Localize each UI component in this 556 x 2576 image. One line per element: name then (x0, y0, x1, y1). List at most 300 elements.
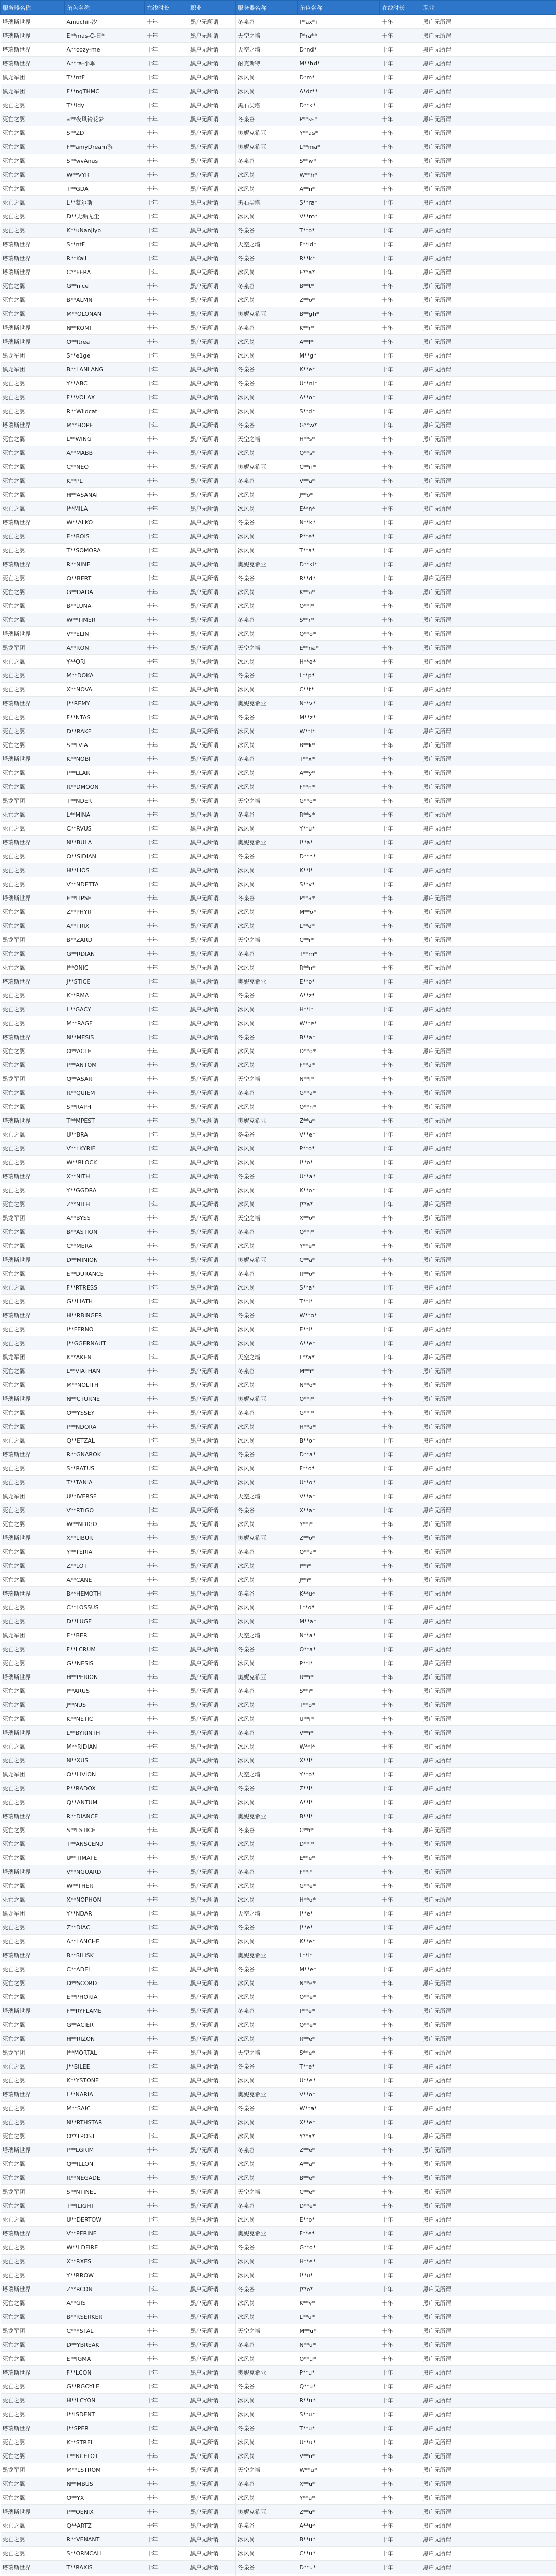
cell-class: 黑户无所谓 (421, 140, 556, 154)
cell-class: 黑户无所谓 (188, 1740, 236, 1754)
cell-online-time: 十年 (145, 822, 188, 836)
cell-server: 冰风岗 (236, 2533, 298, 2547)
cell-online-time: 十年 (145, 2185, 188, 2199)
cell-character: C**FERA (65, 265, 145, 279)
cell-server: 冰风岗 (236, 391, 298, 404)
cell-class: 黑户无所谓 (421, 1837, 556, 1851)
cell-online-time: 十年 (380, 975, 421, 989)
cell-character: G**a* (298, 1086, 380, 1100)
cell-class: 黑户无所谓 (421, 571, 556, 585)
cell-character: H**e* (298, 2255, 380, 2268)
cell-server: 天空之墙 (236, 1489, 298, 1503)
cell-character: B**ALMN (65, 293, 145, 307)
cell-online-time: 十年 (145, 502, 188, 516)
cell-server: 冰风岗 (236, 1044, 298, 1058)
cell-class: 黑户无所谓 (188, 822, 236, 836)
cell-online-time: 十年 (380, 2561, 421, 2574)
cell-online-time: 十年 (145, 738, 188, 752)
table-row (1, 1197, 556, 1211)
cell-server: 死亡之翼 (1, 2449, 65, 2463)
table-row (1, 98, 556, 112)
table-row (1, 502, 556, 516)
cell-character: F**n* (298, 780, 380, 794)
table-row (1, 1044, 556, 1058)
cell-character: J**o* (298, 2282, 380, 2296)
table-row (1, 1865, 556, 1879)
cell-character: C**LOSSUS (65, 1601, 145, 1615)
cell-character: E**BER (65, 1629, 145, 1642)
cell-server: 冬泉谷 (236, 1170, 298, 1183)
cell-server: 死亡之翼 (1, 210, 65, 224)
cell-server: 冰风岗 (236, 1712, 298, 1726)
cell-online-time: 十年 (145, 975, 188, 989)
cell-class: 黑户无所谓 (421, 1531, 556, 1545)
cell-class: 黑户无所谓 (421, 1726, 556, 1740)
table-row (1, 1795, 556, 1809)
cell-online-time: 十年 (145, 84, 188, 98)
cell-online-time: 十年 (380, 2324, 421, 2338)
cell-class: 黑户无所谓 (421, 2547, 556, 2561)
cell-character: F**o* (298, 1462, 380, 1476)
cell-character: S**r* (298, 613, 380, 627)
cell-server: 冰风岗 (236, 2352, 298, 2366)
cell-server: 黑龙军团 (1, 84, 65, 98)
cell-online-time: 十年 (380, 794, 421, 808)
cell-character: Z**i* (298, 1782, 380, 1795)
cell-class: 黑户无所谓 (421, 516, 556, 530)
cell-character: X**e* (298, 2115, 380, 2129)
cell-server: 冰风岗 (236, 1239, 298, 1253)
cell-character: N**a* (298, 1629, 380, 1642)
cell-character: S**RAPH (65, 1100, 145, 1114)
cell-server: 死亡之翼 (1, 488, 65, 502)
cell-character: K**NOBI (65, 752, 145, 766)
cell-online-time: 十年 (380, 251, 421, 265)
cell-class: 黑户无所谓 (421, 112, 556, 126)
cell-server: 死亡之翼 (1, 1295, 65, 1309)
cell-online-time: 十年 (145, 1003, 188, 1016)
table-row (1, 488, 556, 502)
cell-server: 冬泉谷 (236, 1448, 298, 1462)
table-row (1, 2561, 556, 2574)
cell-class: 黑户无所谓 (188, 1754, 236, 1768)
cell-class: 黑户无所谓 (188, 1239, 236, 1253)
cell-character: S**w* (298, 154, 380, 168)
cell-class: 黑户无所谓 (421, 710, 556, 724)
cell-online-time: 十年 (380, 1309, 421, 1323)
cell-class: 黑户无所谓 (188, 516, 236, 530)
cell-online-time: 十年 (145, 683, 188, 697)
cell-character: X**RXES (65, 2255, 145, 2268)
cell-character: A**MABB (65, 446, 145, 460)
cell-character: C**r* (298, 933, 380, 947)
cell-class: 黑户无所谓 (188, 140, 236, 154)
cell-online-time: 十年 (380, 2157, 421, 2171)
cell-class: 黑户无所谓 (188, 2366, 236, 2380)
cell-class: 黑户无所谓 (188, 1503, 236, 1517)
cell-online-time: 十年 (380, 1517, 421, 1531)
cell-online-time: 十年 (380, 836, 421, 850)
cell-server: 冬泉谷 (236, 474, 298, 488)
table-row (1, 2505, 556, 2519)
cell-character: I**ISDENT (65, 2408, 145, 2421)
table-row (1, 1448, 556, 1462)
cell-class: 黑户无所谓 (421, 2296, 556, 2310)
cell-character: H**ASANAI (65, 488, 145, 502)
cell-character: Z**u* (298, 2505, 380, 2519)
cell-class: 黑户无所谓 (421, 1893, 556, 1907)
cell-class: 黑户无所谓 (421, 2408, 556, 2421)
cell-online-time: 十年 (380, 1044, 421, 1058)
cell-online-time: 十年 (145, 2324, 188, 2338)
cell-character: N**o* (298, 1378, 380, 1392)
cell-server: 奥妮克希亚 (236, 460, 298, 474)
cell-online-time: 十年 (145, 1754, 188, 1768)
table-row (1, 321, 556, 335)
cell-class: 黑户无所谓 (421, 975, 556, 989)
cell-class: 黑户无所谓 (421, 1253, 556, 1267)
cell-class: 黑户无所谓 (188, 1489, 236, 1503)
cell-class (188, 2574, 236, 2576)
table-row (1, 2352, 556, 2366)
cell-class: 黑户无所谓 (421, 1044, 556, 1058)
cell-server: 冰风岗 (236, 2074, 298, 2088)
cell-class: 黑户无所谓 (188, 975, 236, 989)
cell-character: K**STREL (65, 2435, 145, 2449)
cell-server: 奥妮克希亚 (236, 2505, 298, 2519)
cell-online-time: 十年 (145, 1128, 188, 1142)
cell-character: D**i* (298, 1837, 380, 1851)
cell-server: 冰风岗 (236, 905, 298, 919)
cell-character: E**na* (298, 641, 380, 655)
cell-class: 黑户无所谓 (421, 1879, 556, 1893)
cell-class: 黑户无所谓 (421, 794, 556, 808)
cell-class: 黑户无所谓 (421, 2561, 556, 2574)
cell-class: 黑户无所谓 (421, 1754, 556, 1768)
cell-online-time: 十年 (380, 238, 421, 251)
cell-online-time: 十年 (145, 1142, 188, 1156)
cell-server: 黑龙军团 (1, 2046, 65, 2060)
cell-online-time: 十年 (145, 363, 188, 377)
cell-server: 冬泉谷 (236, 2199, 298, 2213)
cell-online-time: 十年 (380, 2421, 421, 2435)
cell-online-time: 十年 (380, 71, 421, 84)
cell-class: 黑户无所谓 (188, 2491, 236, 2505)
cell-character: C**YSTAL (65, 2324, 145, 2338)
cell-character: H**RIZON (65, 2032, 145, 2046)
cell-character: O**ACLE (65, 1044, 145, 1058)
cell-online-time: 十年 (145, 2477, 188, 2491)
cell-online-time: 十年 (380, 724, 421, 738)
cell-online-time: 十年 (380, 335, 421, 349)
cell-server: 冰风岗 (236, 1003, 298, 1016)
cell-server: 黑龙军团 (1, 933, 65, 947)
cell-character: P**i* (298, 1656, 380, 1670)
cell-class: 黑户无所谓 (188, 1768, 236, 1782)
cell-class: 黑户无所谓 (188, 836, 236, 850)
cell-server: 冬泉谷 (236, 1503, 298, 1517)
cell-character: W**TIMER (65, 613, 145, 627)
cell-character: I**o* (298, 1156, 380, 1170)
cell-character: F**VOLAX (65, 391, 145, 404)
cell-character: G**RGOYLE (65, 2380, 145, 2394)
cell-class: 黑户无所谓 (421, 2088, 556, 2102)
cell-character: L**NCELOT (65, 2449, 145, 2463)
cell-online-time: 十年 (380, 2046, 421, 2060)
cell-online-time: 十年 (380, 2185, 421, 2199)
cell-class: 黑户无所谓 (421, 307, 556, 321)
cell-online-time: 十年 (380, 2435, 421, 2449)
cell-server: 奥妮克希亚 (236, 126, 298, 140)
table-row (1, 1809, 556, 1823)
cell-server: 死亡之翼 (1, 1100, 65, 1114)
cell-class: 黑户无所谓 (421, 724, 556, 738)
cell-character: R**DIANCE (65, 1809, 145, 1823)
cell-class: 黑户无所谓 (421, 1100, 556, 1114)
cell-online-time: 十年 (380, 1656, 421, 1670)
cell-class: 黑户无所谓 (421, 2227, 556, 2241)
cell-character: H**o* (298, 1893, 380, 1907)
cell-online-time: 十年 (145, 154, 188, 168)
cell-online-time: 十年 (145, 279, 188, 293)
cell-class: 黑户无所谓 (188, 2477, 236, 2491)
cell-class: 黑户无所谓 (188, 1587, 236, 1601)
table-row (1, 1990, 556, 2004)
cell-server: 塔瑞斯世界 (1, 752, 65, 766)
cell-class (421, 2574, 556, 2576)
cell-class: 黑户无所谓 (421, 669, 556, 683)
cell-character: X**NOVA (65, 683, 145, 697)
cell-character: W**l* (298, 724, 380, 738)
cell-class: 黑户无所谓 (421, 2366, 556, 2380)
cell-online-time: 十年 (145, 2060, 188, 2074)
cell-online-time: 十年 (145, 446, 188, 460)
cell-online-time: 十年 (380, 2380, 421, 2394)
table-row (1, 571, 556, 585)
cell-character: L**p* (298, 669, 380, 683)
cell-class: 黑户无所谓 (188, 1364, 236, 1378)
cell-server: 冬泉谷 (236, 808, 298, 822)
cell-character: X**u* (298, 2477, 380, 2491)
cell-online-time: 十年 (380, 2463, 421, 2477)
cell-online-time: 十年 (145, 2505, 188, 2519)
cell-class: 黑户无所谓 (188, 724, 236, 738)
cell-server: 冰风岗 (236, 265, 298, 279)
table-row (1, 1712, 556, 1726)
cell-server: 塔瑞斯世界 (1, 2227, 65, 2241)
cell-character: Z**NITH (65, 1197, 145, 1211)
cell-character: Q**ETZAL (65, 1434, 145, 1448)
cell-class: 黑户无所谓 (188, 669, 236, 683)
cell-server: 冰风岗 (236, 1336, 298, 1350)
cell-online-time: 十年 (145, 307, 188, 321)
cell-character: N**MBUS (65, 2477, 145, 2491)
cell-online-time: 十年 (145, 1100, 188, 1114)
cell-class: 黑户无所谓 (421, 1392, 556, 1406)
cell-character: C**i* (298, 1823, 380, 1837)
cell-online-time: 十年 (145, 627, 188, 641)
cell-online-time: 十年 (145, 1726, 188, 1740)
cell-server: 死亡之翼 (1, 989, 65, 1003)
table-row (1, 877, 556, 891)
cell-online-time: 十年 (380, 307, 421, 321)
cell-class: 黑户无所谓 (188, 1615, 236, 1629)
cell-class: 黑户无所谓 (188, 1295, 236, 1309)
cell-online-time: 十年 (380, 1545, 421, 1559)
cell-online-time: 十年 (380, 2102, 421, 2115)
cell-character: S**v* (298, 877, 380, 891)
cell-server: 冰风岗 (236, 530, 298, 544)
table-row (1, 863, 556, 877)
cell-class: 黑户无所谓 (421, 2421, 556, 2435)
cell-character: M**NOLITH (65, 1378, 145, 1392)
cell-server: 死亡之翼 (1, 307, 65, 321)
cell-class: 黑户无所谓 (188, 1642, 236, 1656)
cell-class: 黑户无所谓 (421, 2255, 556, 2268)
cell-character: P*ra** (298, 29, 380, 43)
cell-server: 死亡之翼 (1, 112, 65, 126)
cell-character: B**o* (298, 1434, 380, 1448)
cell-class: 黑户无所谓 (188, 1462, 236, 1476)
cell-class: 黑户无所谓 (421, 1573, 556, 1587)
cell-class: 黑户无所谓 (188, 2435, 236, 2449)
cell-server: 冰风岗 (236, 2018, 298, 2032)
cell-class: 黑户无所谓 (188, 1350, 236, 1364)
cell-character: X**i* (298, 1754, 380, 1768)
table-row (1, 2171, 556, 2185)
cell-server: 黑石尖塔 (236, 196, 298, 210)
cell-character: H**RBINGER (65, 1309, 145, 1323)
table-row (1, 349, 556, 363)
cell-class: 黑户无所谓 (188, 2255, 236, 2268)
cell-server: 冰风岗 (236, 1573, 298, 1587)
cell-server: 死亡之翼 (1, 1740, 65, 1754)
table-row (1, 2157, 556, 2171)
cell-character: A*dr** (298, 84, 380, 98)
cell-server: 冬泉谷 (236, 2380, 298, 2394)
cell-character: V**NGUARD (65, 1865, 145, 1879)
cell-class: 黑户无所谓 (188, 627, 236, 641)
cell-online-time: 十年 (380, 2394, 421, 2408)
cell-character: Z**PHYR (65, 905, 145, 919)
table-row (1, 1837, 556, 1851)
cell-class: 黑户无所谓 (421, 1642, 556, 1656)
cell-character: O**LIVION (65, 1768, 145, 1782)
cell-class: 黑户无所谓 (421, 1434, 556, 1448)
cell-online-time: 十年 (145, 808, 188, 822)
cell-server: 死亡之翼 (1, 1434, 65, 1448)
cell-class: 黑户无所谓 (421, 1712, 556, 1726)
cell-character: J**a* (298, 1197, 380, 1211)
cell-online-time: 十年 (380, 1809, 421, 1823)
cell-class: 黑户无所谓 (188, 1851, 236, 1865)
cell-character: Q**ARTZ (65, 2519, 145, 2533)
cell-online-time: 十年 (380, 404, 421, 418)
cell-character: G**w* (298, 418, 380, 432)
table-row (1, 1142, 556, 1156)
cell-character: J**GGERNAUT (65, 1336, 145, 1350)
cell-server: 冰风岗 (236, 738, 298, 752)
table-row (1, 154, 556, 168)
cell-server: 冬泉谷 (236, 2421, 298, 2435)
cell-character: M**i* (298, 1364, 380, 1378)
cell-character: T**u* (298, 2421, 380, 2435)
table-row (1, 1754, 556, 1768)
cell-character: N**u* (298, 2338, 380, 2352)
cell-character: E**DURANCE (65, 1267, 145, 1281)
cell-online-time: 十年 (145, 1531, 188, 1545)
cell-character: D*nd* (298, 43, 380, 57)
cell-online-time: 十年 (145, 1058, 188, 1072)
cell-server: 冬泉谷 (236, 1823, 298, 1837)
cell-class: 黑户无所谓 (188, 2547, 236, 2561)
table-row (1, 1156, 556, 1170)
cell-character: C**MERA (65, 1239, 145, 1253)
cell-character: G**DADA (65, 585, 145, 599)
table-row (1, 2268, 556, 2282)
cell-online-time: 十年 (380, 2547, 421, 2561)
cell-server: 天空之墙 (236, 2185, 298, 2199)
cell-character: C**ADEL (65, 1962, 145, 1976)
cell-server: 冰风岗 (236, 1976, 298, 1990)
cell-character: O**e* (298, 1990, 380, 2004)
cell-online-time: 十年 (145, 2227, 188, 2241)
cell-online-time: 十年 (380, 224, 421, 238)
cell-character: G**o* (298, 794, 380, 808)
cell-class: 黑户无所谓 (188, 1114, 236, 1128)
cell-class: 黑户无所谓 (188, 1253, 236, 1267)
table-header-row (1, 1, 556, 15)
cell-character: B**LANLANG (65, 363, 145, 377)
cell-server: 冰风岗 (236, 1935, 298, 1948)
table-row (1, 1281, 556, 1295)
cell-class: 黑户无所谓 (188, 1782, 236, 1795)
cell-online-time: 十年 (145, 2547, 188, 2561)
cell-character: B**i* (298, 1809, 380, 1823)
cell-class: 黑户无所谓 (188, 126, 236, 140)
cell-character: V**RTIGO (65, 1503, 145, 1517)
cell-online-time: 十年 (145, 140, 188, 154)
cell-online-time: 十年 (145, 2018, 188, 2032)
cell-class: 黑户无所谓 (421, 2171, 556, 2185)
cell-character: S**NTINEL (65, 2185, 145, 2199)
cell-online-time: 十年 (145, 2241, 188, 2255)
cell-character: L**NARIA (65, 2088, 145, 2102)
cell-online-time: 十年 (380, 1851, 421, 1865)
table-row (1, 210, 556, 224)
cell-server: 死亡之翼 (1, 599, 65, 613)
cell-class: 黑户无所谓 (188, 1684, 236, 1698)
cell-class: 黑户无所谓 (188, 2213, 236, 2227)
cell-server: 死亡之翼 (1, 2380, 65, 2394)
cell-class: 黑户无所谓 (188, 905, 236, 919)
table-row (1, 293, 556, 307)
cell-online-time: 十年 (145, 1712, 188, 1726)
cell-online-time: 十年 (145, 1921, 188, 1935)
cell-character: C**u* (298, 2547, 380, 2561)
cell-character: K**e* (298, 1935, 380, 1948)
cell-server: 冰风岗 (236, 1517, 298, 1531)
cell-class: 黑户无所谓 (421, 126, 556, 140)
cell-online-time: 十年 (380, 1420, 421, 1434)
cell-server: 死亡之翼 (1, 2547, 65, 2561)
cell-online-time: 十年 (145, 1211, 188, 1225)
table-row (1, 446, 556, 460)
cell-class: 黑户无所谓 (421, 404, 556, 418)
cell-class: 黑户无所谓 (421, 502, 556, 516)
cell-class: 黑户无所谓 (188, 279, 236, 293)
cell-server: 死亡之翼 (1, 1239, 65, 1253)
